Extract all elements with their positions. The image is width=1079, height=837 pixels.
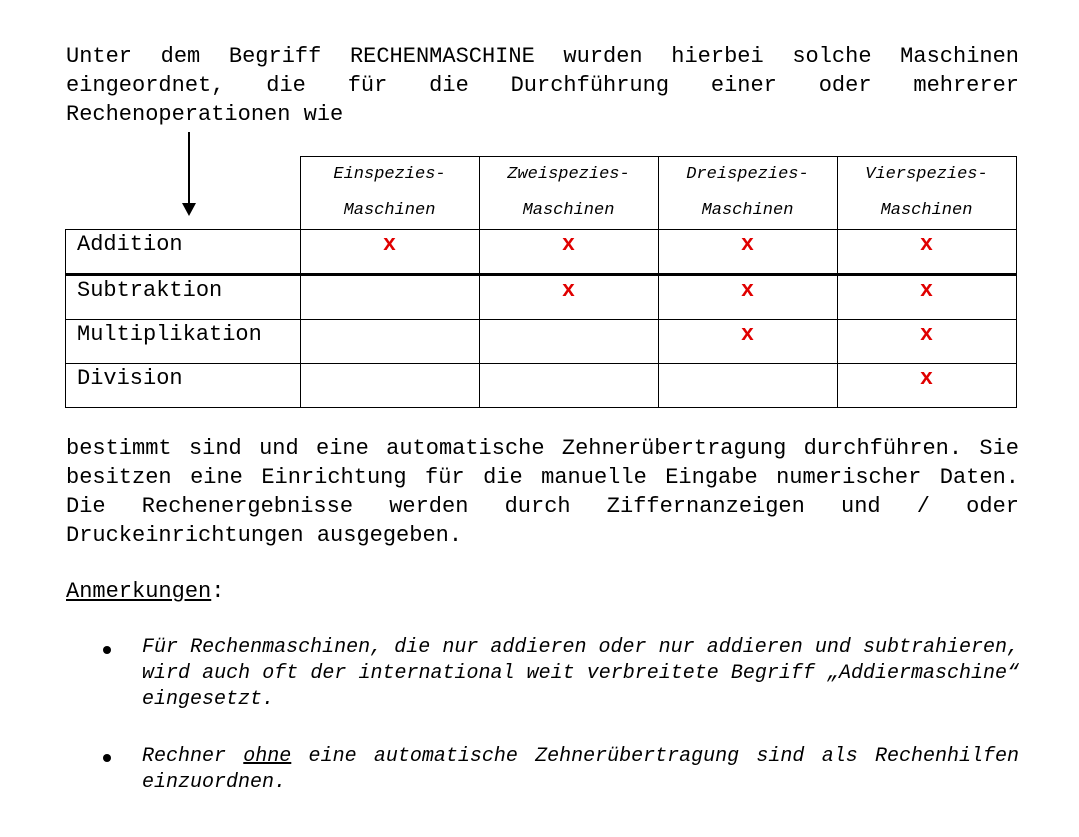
- table-row-multiplikation: [66, 320, 1017, 364]
- column-header-zweispezies: [479, 157, 658, 230]
- table-row-subtraktion: [66, 275, 1017, 320]
- x-mark-icon: x: [561, 278, 576, 303]
- table-cell: [300, 230, 479, 275]
- table-cell: [658, 364, 837, 408]
- note-2-before: Rechner: [142, 745, 244, 768]
- table-cell: [300, 275, 479, 320]
- table-cell: [479, 320, 658, 364]
- table-cell: [300, 364, 479, 408]
- table-cell: [658, 230, 837, 275]
- x-mark-icon: x: [919, 278, 934, 303]
- column-header-dreispezies: [658, 157, 837, 230]
- column-header-line2: Maschinen: [343, 201, 436, 220]
- table-cell: [837, 320, 1016, 364]
- table-corner: [66, 157, 301, 230]
- notes-heading-text: Anmerkungen: [66, 579, 212, 604]
- intro-paragraph: Unter dem Begriff RECHENMASCHINE wurden hierbei solche Maschinen eingeordnet, die für die Durchführung einer oder mehrerer Rechenoperationen wie: [66, 44, 1019, 127]
- row-label: Division: [66, 364, 301, 408]
- x-mark-icon: x: [740, 322, 755, 347]
- table-cell: [479, 230, 658, 275]
- note-item-2: [142, 744, 1019, 796]
- column-header-line2: Maschinen: [522, 201, 615, 220]
- column-header-line1: Einspezies-: [333, 165, 446, 184]
- bullet-icon: [103, 644, 115, 656]
- table-cell: [837, 275, 1016, 320]
- x-mark-icon: x: [561, 232, 576, 257]
- x-mark-icon: x: [740, 232, 755, 257]
- column-header-line1: Dreispezies-: [686, 165, 809, 184]
- x-mark-icon: x: [919, 322, 934, 347]
- table-row-division: [66, 364, 1017, 408]
- table-cell: [300, 320, 479, 364]
- column-header-line2: Maschinen: [880, 201, 973, 220]
- column-header-line2: Maschinen: [701, 201, 794, 220]
- notes-heading: [66, 577, 224, 606]
- operations-table: [65, 156, 1017, 408]
- table-row-addition: [66, 230, 1017, 275]
- note-2-after: eine automatische Zehnerübertragung sind als Rechenhilfen einzuordnen.: [142, 745, 1019, 794]
- column-header-einspezies: [300, 157, 479, 230]
- note-2-emphasis: ohne: [243, 745, 292, 768]
- table-cell: [837, 364, 1016, 408]
- after-table-paragraph: bestimmt sind und eine automatische Zehnerübertragung durchführen. Sie besitzen eine Einrichtung für die manuelle Eingabe numerischer Daten. Die Rechenergebnisse werden durch Ziffernanzeigen und / oder Druckeinrichtungen ausgegeben.: [66, 436, 1019, 548]
- table-cell: [837, 230, 1016, 275]
- row-label: Addition: [66, 230, 301, 275]
- bullet-icon: [103, 752, 115, 764]
- notes-heading-colon: :: [211, 579, 225, 604]
- table-cell: [658, 275, 837, 320]
- table-cell: [479, 275, 658, 320]
- x-mark-icon: x: [382, 232, 397, 257]
- x-mark-icon: x: [919, 366, 934, 391]
- x-mark-icon: x: [919, 232, 934, 257]
- table-cell: [658, 320, 837, 364]
- x-mark-icon: x: [740, 278, 755, 303]
- note-item-1: Für Rechenmaschinen, die nur addieren oder nur addieren und subtrahieren, wird auch oft der international weit verbreitete Begriff „Addiermaschine“ eingesetzt.: [142, 636, 1019, 711]
- table-cell: [479, 364, 658, 408]
- column-header-vierspezies: [837, 157, 1016, 230]
- column-header-line1: Zweispezies-: [507, 165, 630, 184]
- column-header-line1: Vierspezies-: [865, 165, 988, 184]
- row-label: Subtraktion: [66, 275, 301, 320]
- row-label: Multiplikation: [66, 320, 301, 364]
